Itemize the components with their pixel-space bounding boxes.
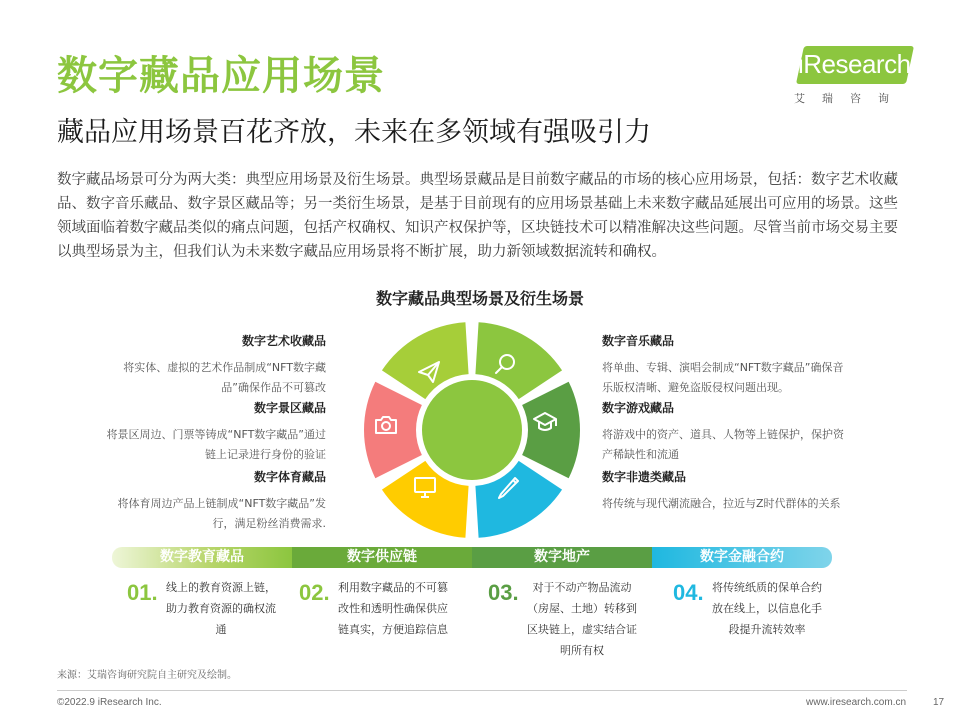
scenario-desc: 将游戏中的资产、道具、人物等上链保护，保护资产稀缺性和流通 (602, 428, 844, 461)
scenario-desc: 将体育周边产品上链制成“NFT数字藏品”发行，满足粉丝消费需求. (117, 497, 326, 530)
scenario-sports (106, 468, 326, 534)
bar-real-estate: 数字地产 (472, 547, 652, 568)
scenario-desc: 将单曲、专辑、演唱会制成“NFT数字藏品”确保音乐版权清晰、避免盗版侵权问题出现。 (602, 361, 844, 394)
item-text: 利用数字藏品的不可篡改性和透明性确保供应链真实，方便追踪信息 (338, 581, 448, 636)
scenario-title: 数字景区藏品 (253, 401, 326, 415)
scenario-desc: 将实体、虚拟的艺术作品制成“NFT数字藏品”确保作品不可篡改 (123, 361, 326, 394)
derived-item-real-estate (488, 577, 658, 657)
page-number: 17 (933, 697, 945, 708)
scenario-heritage (602, 468, 854, 514)
scenario-scenic (106, 399, 326, 465)
logo-text: iResearch (798, 49, 911, 79)
iresearch-logo (790, 46, 912, 110)
bar-finance: 数字金融合约 (652, 547, 832, 568)
source-note: 来源：艾瑞咨询研究院自主研究及绘制。 (57, 670, 237, 681)
diagram-title: 数字藏品典型场景及衍生场景 (375, 289, 584, 308)
item-number: 02. (299, 580, 330, 605)
scenario-desc: 将传统与现代潮流融合，拉近与Z时代群体的关系 (602, 497, 841, 510)
scenario-title: 数字游戏藏品 (602, 401, 675, 415)
scenario-music (602, 332, 854, 398)
derived-item-finance (673, 577, 838, 641)
logo-chinese: 艾瑞咨询 (794, 92, 906, 105)
scenario-title: 数字体育藏品 (253, 470, 326, 484)
scenario-title: 数字非遗类藏品 (602, 470, 687, 484)
intro-paragraph: 数字藏品场景可分为两大类：典型应用场景及衍生场景。典型场景藏品是目前数字藏品的市场的核心应用场景，包括：数字艺术收藏品、数字音乐藏品、数字景区藏品等；另一类衍生场景，是基于目前现有的应用场景基础上未来数字藏品延展出可应用的场景。这些领域面临着数字藏品类似的痛点问题，包括产权确权、知识产权保护等，区块链技术可以精准解决这些问题。尽管当前市场交易主要以典型场景为主，但我们认为未来数字藏品应用场景将不断扩展，助力新领域数据流转和确权。 (57, 172, 898, 260)
scenario-desc: 将景区周边、门票等铸成“NFT数字藏品”通过链上记录进行身份的验证 (106, 428, 326, 461)
page-subtitle: 藏品应用场景百花齐放，未来在多领域有强吸引力 (57, 117, 651, 148)
item-text: 线上的教育资源上链，助力教育资源的确权流通 (166, 581, 276, 636)
bar-supply-chain: 数字供应链 (292, 547, 472, 568)
website-link[interactable]: www.iresearch.com.cn (806, 697, 907, 708)
item-number: 04. (673, 580, 704, 605)
item-number: 01. (127, 580, 158, 605)
derived-item-supply-chain (299, 577, 469, 641)
derived-item-education (127, 577, 287, 641)
wheel-center (420, 378, 524, 482)
wheel-seg-game (522, 382, 580, 478)
derived-scenario-bar (112, 547, 832, 568)
scenario-title: 数字音乐藏品 (602, 334, 675, 348)
scenario-art (106, 332, 326, 398)
scenario-wheel (362, 320, 582, 540)
copyright: ©2022.9 iResearch Inc. (57, 697, 162, 708)
scenario-title: 数字艺术收藏品 (241, 334, 326, 348)
bar-education: 数字教育藏品 (112, 547, 292, 568)
footer-divider (57, 690, 907, 691)
item-number: 03. (488, 580, 519, 605)
page-title: 数字藏品应用场景 (57, 53, 385, 99)
wheel-seg-scenic (364, 382, 422, 478)
item-text: 将传统纸质的保单合约放在线上，以信息化手段提升流转效率 (712, 581, 822, 636)
scenario-game (602, 399, 854, 465)
item-text: 对于不动产物品流动（房屋、土地）转移到区块链上，虚实结合证明所有权 (527, 581, 637, 657)
